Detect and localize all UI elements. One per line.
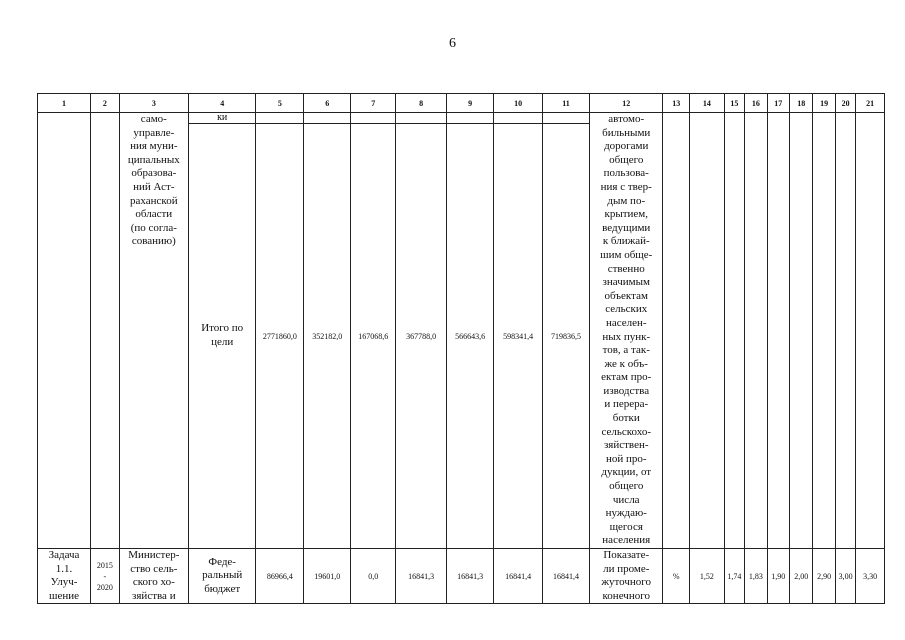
header-cell: 15 [724, 94, 744, 113]
text-line: сельских [605, 303, 648, 316]
text-line: же к объ- [604, 357, 648, 370]
text-line: общего [609, 153, 644, 166]
program-table [37, 93, 885, 604]
cell-value: 598341,4 [494, 124, 543, 549]
header-cell: 17 [767, 94, 789, 113]
header-cell: 18 [789, 94, 812, 113]
text-line: объектам [604, 289, 648, 302]
text-line: ных пунк- [602, 330, 651, 343]
text-line: значимым [602, 276, 650, 289]
cell-empty [543, 113, 590, 124]
cell-empty [856, 113, 885, 549]
text-line: тов, а так- [602, 344, 650, 357]
header-cell: 6 [304, 94, 351, 113]
cell-value: 719836,5 [543, 124, 590, 549]
text-line: ципальных [127, 153, 180, 166]
cell-value: 19601,0 [304, 549, 351, 604]
text-line: ство сель- [130, 562, 178, 575]
text-line: изводства [603, 384, 650, 397]
text-line: ботки [612, 412, 640, 425]
text-line: ского хо- [132, 576, 175, 589]
header-cell: 2 [91, 94, 120, 113]
header-cell: 21 [856, 94, 885, 113]
cell-responsible [119, 549, 188, 604]
cell-value: 566643,6 [447, 124, 494, 549]
text-line: щегося [609, 520, 643, 533]
text-line: бильными [602, 126, 651, 139]
text-line: сованию) [131, 235, 176, 248]
text-line: ектам про- [601, 371, 652, 384]
cell-indicator: 1,83 [745, 549, 767, 604]
text-line: области [135, 208, 173, 221]
text-line: зяйства и [132, 589, 176, 602]
header-cell: 19 [813, 94, 835, 113]
page-number: 6 [449, 36, 456, 51]
text-line: ли проме- [603, 562, 650, 575]
text-line: населения [602, 534, 651, 547]
text-line: населен- [605, 316, 647, 329]
text-line: к ближай- [602, 235, 650, 248]
cell-value: 2771860,0 [256, 124, 304, 549]
cell-empty [767, 113, 789, 549]
cell-empty [835, 113, 855, 549]
text-line: общего [609, 480, 644, 493]
header-cell: 20 [835, 94, 855, 113]
cell-empty [789, 113, 812, 549]
text-line: 2015 [96, 560, 113, 570]
header-cell: 1 [38, 94, 91, 113]
header-cell: 10 [494, 94, 543, 113]
text-line: ния с твер- [600, 180, 652, 193]
cell-indicator: 2,90 [813, 549, 835, 604]
cell-empty [256, 113, 304, 124]
header-cell: 4 [189, 94, 256, 113]
cell-responsible [119, 113, 188, 549]
cell-value: 367788,0 [396, 124, 447, 549]
text-line: автомо- [608, 113, 645, 125]
cell-empty [690, 113, 725, 549]
cell-task [38, 549, 91, 604]
header-cell: 7 [351, 94, 396, 113]
cell-indicator: 2,00 [789, 549, 812, 604]
cell-c2 [91, 113, 120, 549]
cell-empty [447, 113, 494, 124]
cell-empty [663, 113, 690, 549]
text-line: пользова- [603, 167, 649, 180]
text-line: - [103, 571, 107, 581]
text-line: Министер- [128, 549, 180, 561]
text-line: 1.1. [55, 562, 73, 575]
header-row [38, 94, 885, 113]
cell-empty [813, 113, 835, 549]
text-line: сельскохо- [601, 425, 651, 438]
text-line: нуждаю- [605, 507, 647, 520]
text-line: ния муни- [130, 140, 178, 153]
header-cell: 16 [745, 94, 767, 113]
text-line: Задача [48, 549, 80, 561]
text-line: Улуч- [50, 576, 78, 589]
cell-empty [745, 113, 767, 549]
text-line: дым по- [607, 194, 646, 207]
text-line: само- [140, 113, 167, 125]
cell-empty [396, 113, 447, 124]
cell-period [91, 549, 120, 604]
text-line: бюджет [204, 582, 241, 595]
cell-value: 16841,3 [396, 549, 447, 604]
text-line: ний Аст- [133, 180, 175, 193]
cell-empty [724, 113, 744, 549]
cell-empty [304, 113, 351, 124]
text-line: Феде- [208, 555, 236, 568]
header-cell: 5 [256, 94, 304, 113]
cell-indicator: 1,90 [767, 549, 789, 604]
text-line: дукции, от [601, 466, 652, 479]
cell-indicator: 3,00 [835, 549, 855, 604]
text-line: шим обще- [600, 248, 653, 261]
cell-indicator-desc [590, 549, 663, 604]
text-line: числа [612, 493, 640, 506]
cell-indicator: 1,52 [690, 549, 725, 604]
text-line: крытием, [604, 208, 648, 221]
text-line: дорогами [604, 140, 649, 153]
text-line: и перера- [604, 398, 649, 411]
header-cell: 3 [119, 94, 188, 113]
text-line: Показате- [603, 549, 650, 561]
text-line: (по согла- [130, 221, 177, 234]
cell-indicator-desc [590, 113, 663, 549]
cell-value: 86966,4 [256, 549, 304, 604]
cell-unit: % [663, 549, 690, 604]
cell-total-label: Итого по цели [189, 124, 256, 549]
cell-value: 352182,0 [304, 124, 351, 549]
text-line: раханской [130, 194, 178, 207]
cell-value: 0,0 [351, 549, 396, 604]
text-line: 2020 [96, 582, 113, 592]
text-line: ной про- [605, 452, 647, 465]
cell-funding-source [189, 549, 256, 604]
table-row [38, 113, 885, 124]
header-cell: 14 [690, 94, 725, 113]
cell-value: 167068,6 [351, 124, 396, 549]
cell-indicator: 3,30 [856, 549, 885, 604]
header-cell: 13 [663, 94, 690, 113]
text-line: зяйствен- [603, 439, 649, 452]
table-row [38, 549, 885, 604]
text-line: образова- [131, 167, 177, 180]
cell-value: 16841,3 [447, 549, 494, 604]
cell-empty [351, 113, 396, 124]
header-cell: 9 [447, 94, 494, 113]
cell-value: 16841,4 [494, 549, 543, 604]
cell-empty [494, 113, 543, 124]
cell-source-top: ки [189, 113, 256, 124]
header-cell: 8 [396, 94, 447, 113]
text-line: ведущими [602, 221, 651, 234]
header-cell: 12 [590, 94, 663, 113]
text-line: управле- [133, 126, 175, 139]
text-line: ственно [607, 262, 645, 275]
cell-value: 16841,4 [543, 549, 590, 604]
cell-c1 [38, 113, 91, 549]
text-line: конечного [602, 589, 650, 602]
header-cell: 11 [543, 94, 590, 113]
cell-indicator: 1,74 [724, 549, 744, 604]
text-line: ральный [202, 569, 243, 582]
text-line: шение [49, 589, 80, 602]
text-line: жуточного [601, 576, 652, 589]
